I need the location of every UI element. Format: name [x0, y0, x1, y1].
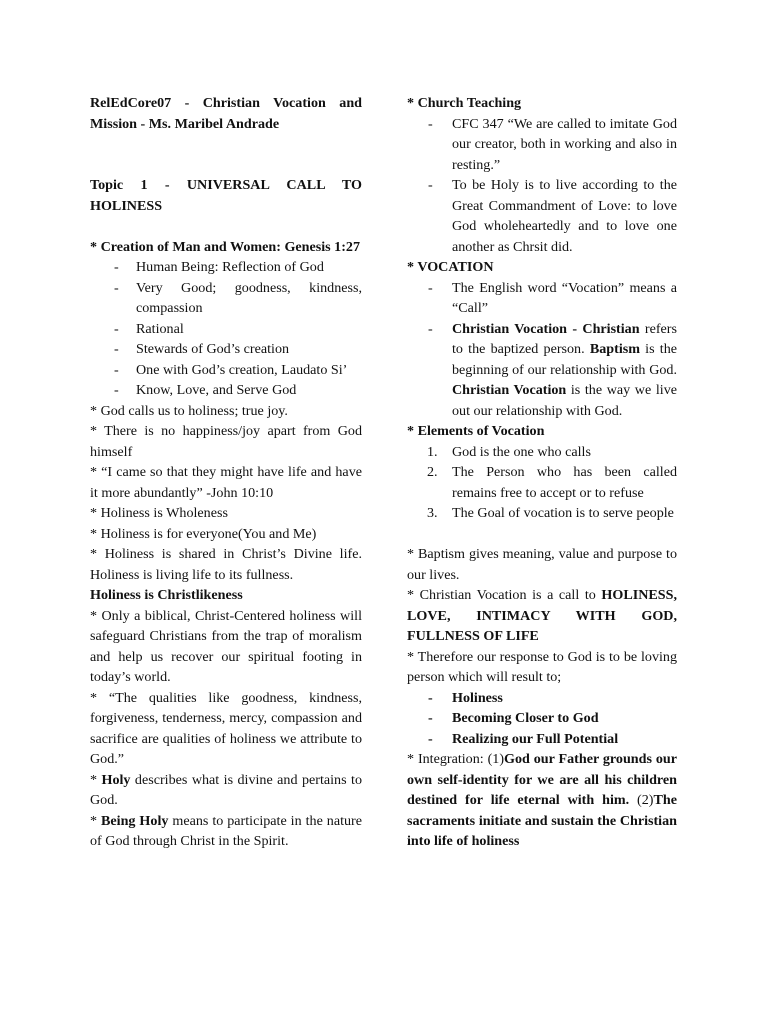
list-item: - The English word “Vocation” means a “Call” [407, 278, 677, 319]
item-text: is the way we live out our relationship with God. [452, 382, 677, 419]
integration-point-1: God our Father grounds our own self-identity for we are all his children destined for life eternal with him. [407, 751, 677, 808]
list-item: - Stewards of God’s creation [90, 339, 362, 360]
integration-label: * Integration: (1) [407, 751, 505, 767]
paragraph-christlikeness: Holiness is Christlikeness [90, 587, 243, 603]
bold-term: Christian Vocation - Christian [452, 320, 640, 337]
item-text: God is the one who calls [452, 443, 591, 460]
item-number: 1. [427, 443, 438, 460]
paragraph-qualities: * “The qualities like goodness, kindness, forgiveness, tenderness, mercy, compassion and sacrifice are qualities of holiness we attribute to God.” [90, 689, 362, 767]
paragraph-response: * Therefore our response to God is to be loving person which will result to; [407, 648, 677, 685]
list-item: - One with God’s creation, Laudato Si’ [90, 360, 362, 381]
vocation-list [407, 278, 677, 422]
item-number: 2. [427, 464, 438, 480]
paragraph-vocation-call [407, 585, 677, 647]
list-item [407, 503, 677, 524]
list-item: - Becoming Closer to God [407, 708, 677, 729]
list-item [407, 319, 677, 422]
list-item: - Know, Love, and Serve God [90, 380, 362, 401]
item-text: refers to the baptized person. [452, 320, 677, 357]
vocation-heading: * VOCATION [407, 259, 494, 275]
list-item: - Very Good; goodness, kindness, compassion [90, 278, 362, 319]
paragraph-everyone: * Holiness is for everyone(You and Me) [90, 525, 317, 542]
course-header: RelEdCore07 - Christian Vocation and Mission - Ms. Maribel Andrade [90, 95, 362, 132]
paragraph-integration [407, 749, 677, 852]
church-teaching-list [407, 114, 677, 258]
paragraph-wholeness: * Holiness is Wholeness [90, 505, 228, 521]
integration-number: (2) [629, 792, 654, 808]
paragraph-calls: * God calls us to holiness; true joy. [90, 402, 288, 419]
item-text: is the beginning of our relationship with God. [452, 341, 677, 378]
list-item: - CFC 347 “We are called to imitate God our creator, both in working and also in resting.” [407, 114, 677, 176]
definition-text: means to participate in the nature of God through Christ in the Spirit. [90, 812, 362, 849]
list-item: - Holiness [407, 688, 677, 709]
bullet-star: * [90, 771, 102, 788]
response-list [407, 688, 677, 750]
list-item [407, 462, 677, 503]
elements-list [407, 442, 677, 524]
list-item: - Rational [90, 319, 362, 340]
list-item: - Realizing our Full Potential [407, 729, 677, 750]
term-holy: Holy [101, 771, 131, 788]
left-column [90, 93, 362, 852]
paragraph-biblical: * Only a biblical, Christ-Centered holiness will safeguard Christians from the trap of moralism and help us recover our spiritual footing in today’s world. [90, 607, 362, 685]
term-being-holy: Being Holy [101, 812, 169, 829]
church-teaching-heading: * Church Teaching [407, 95, 522, 111]
creation-heading: * Creation of Man and Women: Genesis 1:27 [90, 238, 361, 255]
integration-point-2: The sacraments initiate and sustain the Christian into life of holiness [407, 792, 677, 849]
paragraph-happiness: * There is no happiness/joy apart from God himself [90, 423, 362, 460]
right-column [407, 93, 677, 852]
paragraph-shared: * Holiness is shared in Christ’s Divine life. Holiness is living life to its fullness. [90, 546, 362, 583]
call-bold: HOLINESS, LOVE, INTIMACY WITH GOD, FULLNESS OF LIFE [407, 587, 677, 644]
elements-heading: * Elements of Vocation [407, 423, 545, 439]
item-text: The Person who has been called remains free to accept or to refuse [452, 464, 677, 501]
bullet-star: * [90, 812, 102, 829]
definition-text: describes what is divine and pertains to God. [90, 771, 362, 808]
bold-term: Baptism [589, 341, 640, 357]
paragraph-holy [90, 770, 362, 811]
bold-term: Christian Vocation [452, 382, 567, 398]
paragraph-baptism: * Baptism gives meaning, value and purpose to our lives. [407, 546, 677, 583]
list-item [407, 442, 677, 463]
list-item: - To be Holy is to live according to the Great Commandment of Love: to love God wholeheartedly and to love one another as Chrsit did. [407, 175, 677, 257]
list-item: - Human Being: Reflection of God [90, 257, 362, 278]
call-text: * Christian Vocation is a call to [407, 587, 602, 603]
topic-title: Topic 1 - UNIVERSAL CALL TO HOLINESS [90, 177, 362, 214]
paragraph-being-holy [90, 811, 362, 852]
creation-list [90, 257, 362, 401]
item-text: The Goal of vocation is to serve people [452, 505, 674, 521]
paragraph-john-quote: * “I came so that they might have life and have it more abundantly” -John 10:10 [90, 464, 362, 501]
item-number: 3. [427, 505, 438, 521]
